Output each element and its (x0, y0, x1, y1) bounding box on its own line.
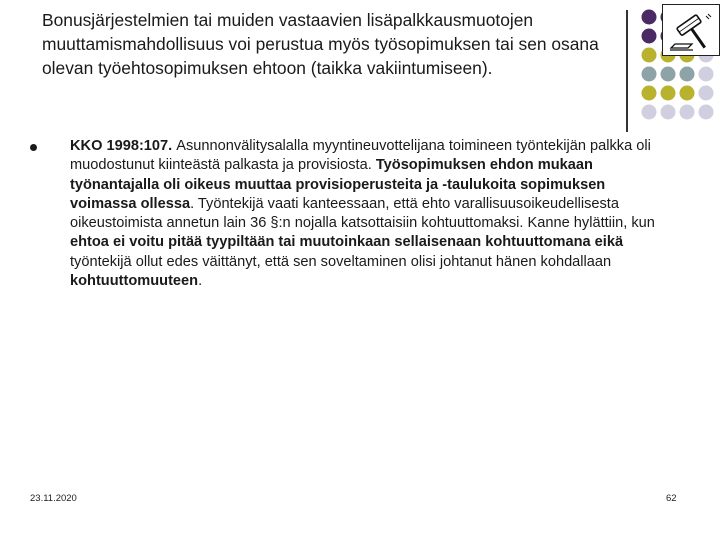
bullet-text-run: . (198, 273, 203, 290)
title-divider (626, 10, 628, 132)
bullet-marker (30, 144, 37, 151)
bullet-text-run: Asunnonvälitysalalla myyntineuvottelijana toimineen työntekijän palkka oli muodostunut kiinteästä palkasta ja provisiosta. (70, 138, 651, 174)
decorative-dot (642, 67, 657, 82)
bullet-bold-run: ehtoa ei voitu pitää tyypiltään tai muutoinkaan sellaisenaan kohtuuttomana eikä (70, 234, 624, 251)
decorative-dot (699, 67, 714, 82)
decorative-dot (680, 105, 695, 120)
decorative-dot (642, 10, 657, 25)
bullet-bold-run: kohtuuttomuuteen (70, 273, 199, 290)
footer-page-number: 62 (666, 493, 677, 504)
decorative-dot (661, 105, 676, 120)
bullet-bold-run: Työsopimuksen ehdon mukaan työnantajalla oli oikeus muuttaa provisioperusteita ja -taulukoita sopimuksen voimassa ollessa (70, 157, 606, 212)
decorative-dot (699, 86, 714, 101)
decorative-dot (642, 86, 657, 101)
decorative-dot (680, 67, 695, 82)
slide-title: Bonusjärjestelmien tai muiden vastaavien lisäpalkkausmuotojen muuttamismahdollisuus voi perustua myös työsopimuksen tai sen osana olevan työehtosopimuksen ehtoon (taikka vakiintumiseen). (42, 10, 599, 78)
decorative-dot (661, 86, 676, 101)
bullet-text (70, 137, 670, 291)
decorative-dot (642, 105, 657, 120)
decorative-dot (661, 67, 676, 82)
footer-date: 23.11.2020 (30, 493, 77, 504)
bullet-bold-run: KKO 1998:107. (70, 138, 177, 154)
gavel-icon (662, 4, 720, 56)
decorative-dot (642, 48, 657, 63)
decorative-dot (642, 29, 657, 44)
bullet-text-run: työntekijä ollut edes väittänyt, että sen soveltaminen olisi johtanut hänen kohdallaan (70, 253, 612, 270)
bullet-text-run: . Työntekijä vaati kanteessaan, että ehto varallisuusoikeudellisesta oikeustoimista annetun lain 36 §:n nojalla katsottaisiin kohtuuttomaksi. Kanne hylättiin, kun (70, 195, 655, 232)
decorative-dot (699, 105, 714, 120)
decorative-dot (680, 86, 695, 101)
